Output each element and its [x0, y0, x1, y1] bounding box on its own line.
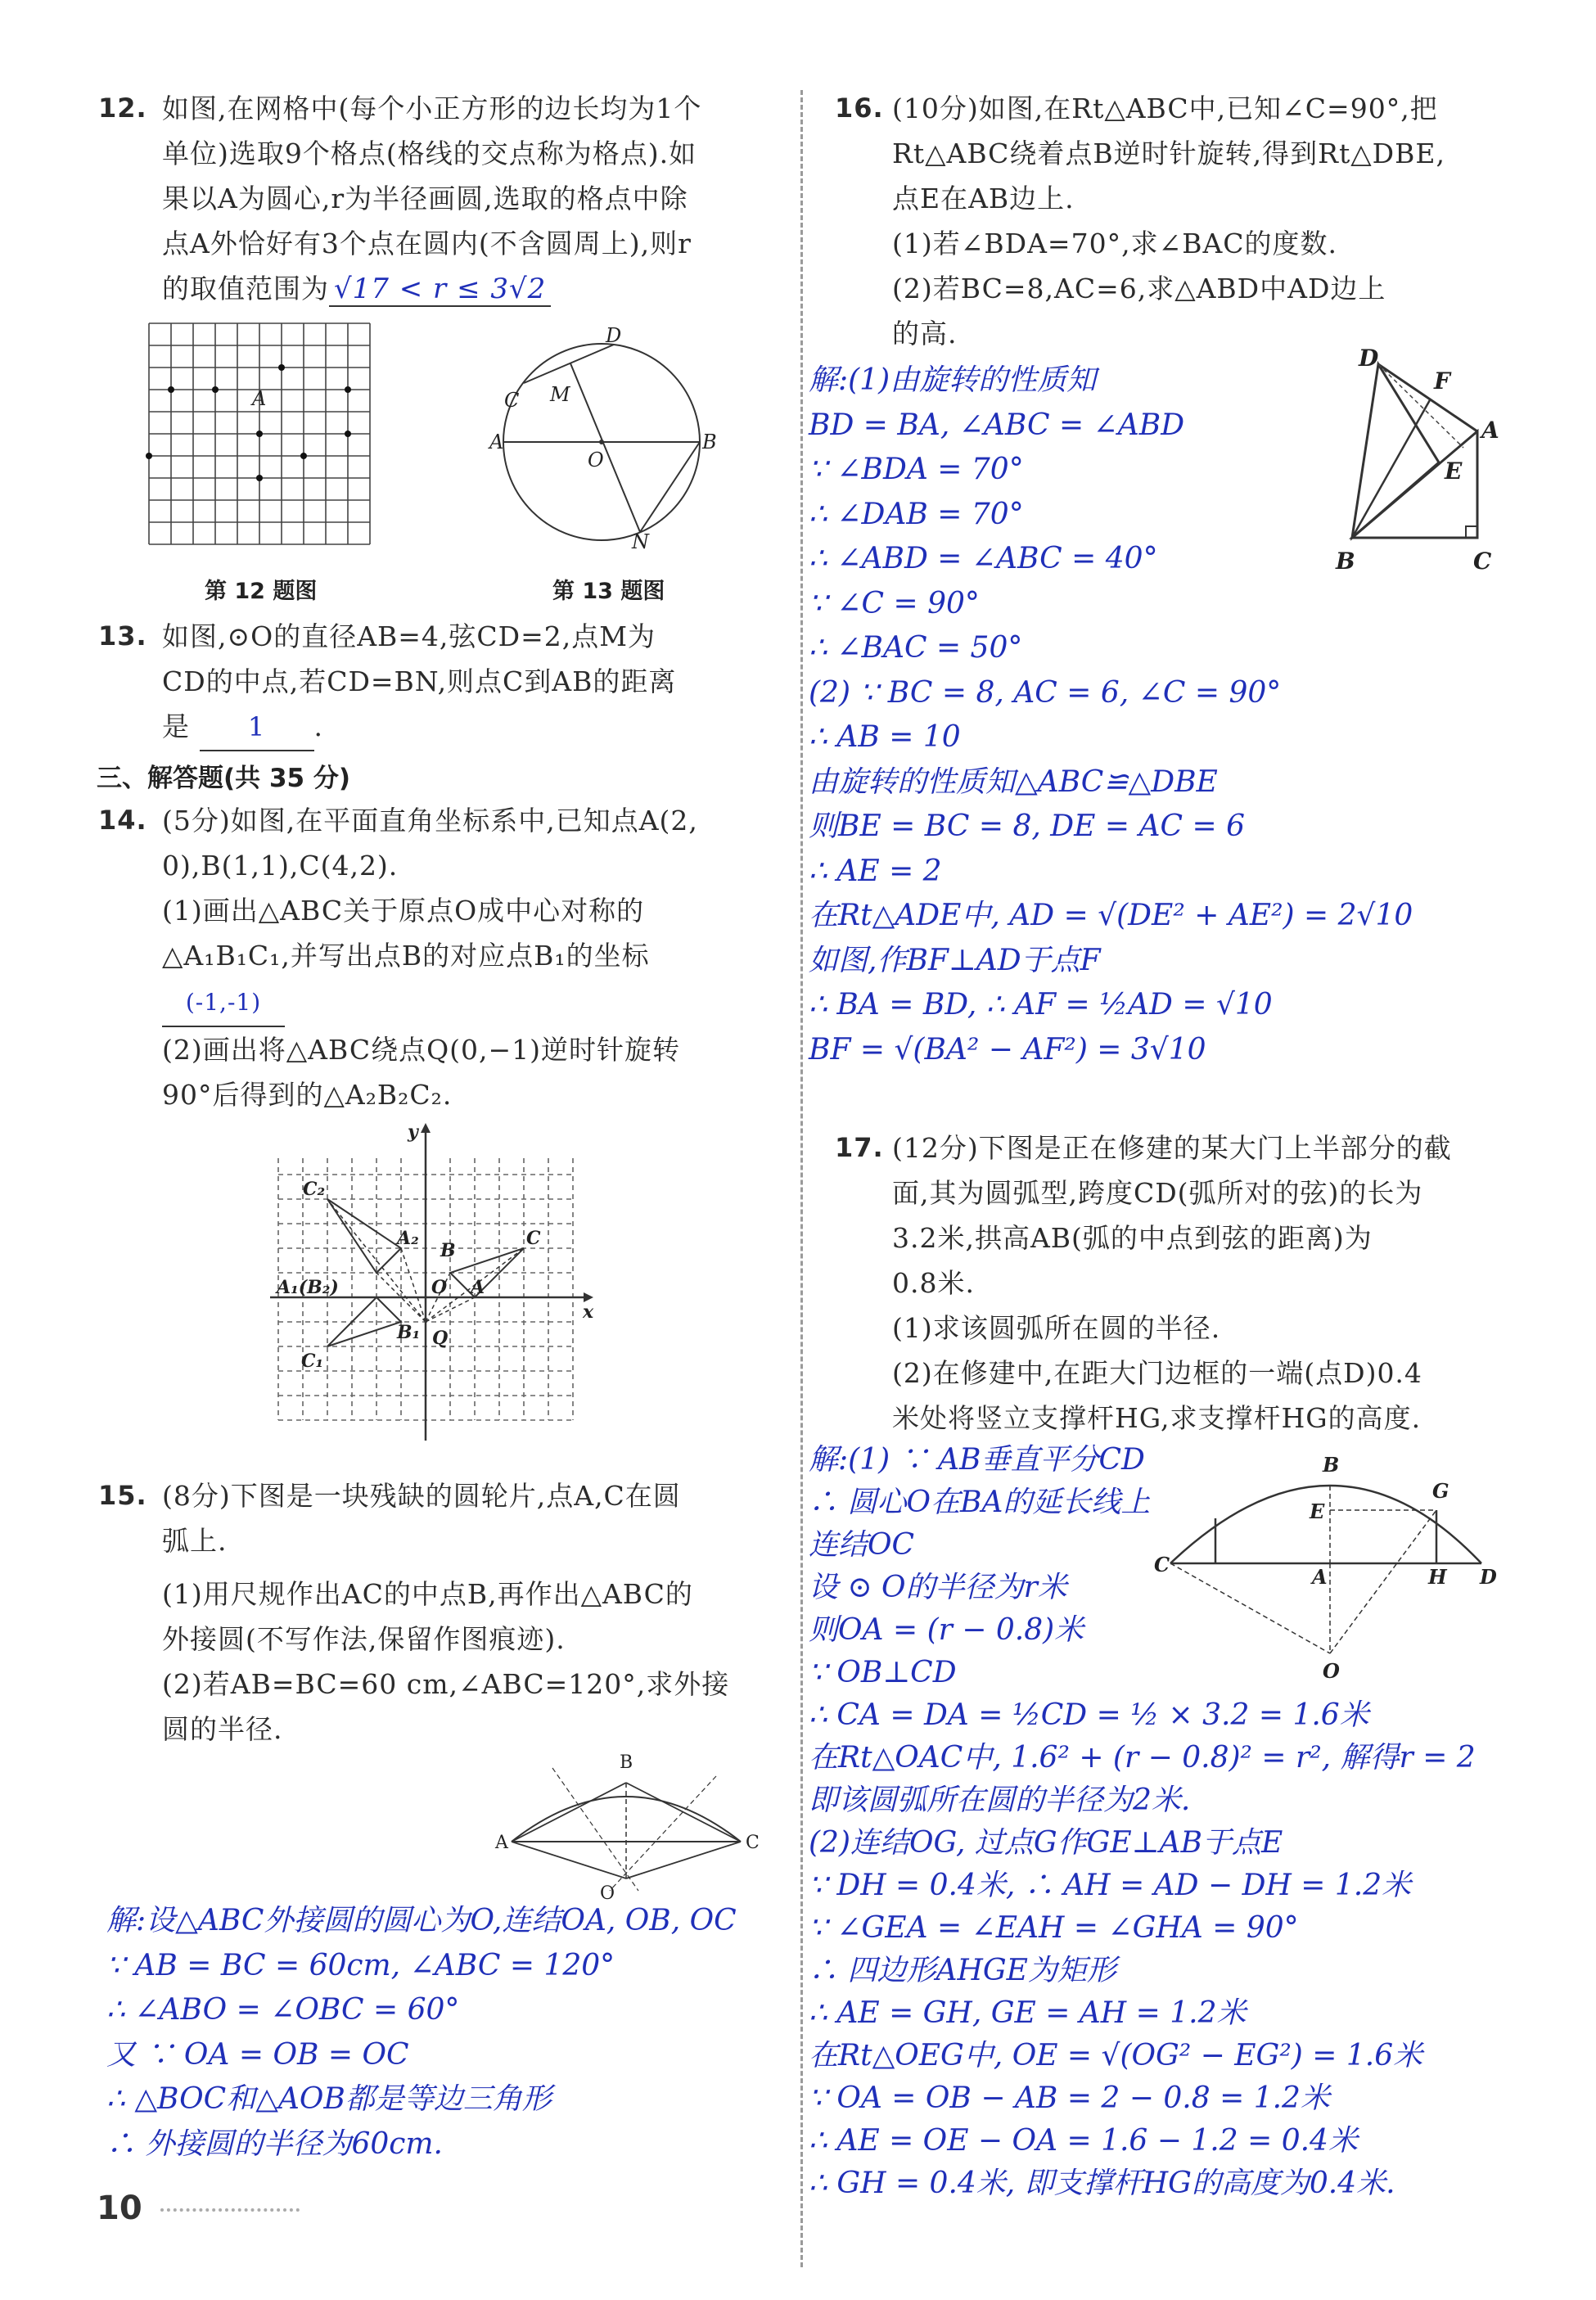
solution-line: ∴ AE = OE − OA = 1.6 − 1.2 = 0.4米: [809, 2124, 1358, 2158]
question-line: 如图,⊙O的直径AB=4,弦CD=2,点M为: [162, 620, 656, 652]
solution-line: ∵ DH = 0.4米, ∴ AH = AD − DH = 1.2米: [809, 1869, 1412, 1902]
label-f: F: [1434, 368, 1450, 395]
solution-line: 则BE = BC = 8, DE = AC = 6: [809, 810, 1245, 843]
answer-prefix: 的取值范围为: [162, 273, 329, 304]
question-line: (1)画出△ABC关于原点O成中心对称的: [162, 895, 645, 927]
solution-15: [106, 1899, 737, 2167]
solution-line: ∴ ∠ABO = ∠OBC = 60°: [106, 1993, 460, 2027]
solution-line: 在Rt△ADE中, AD = √(DE² + AE²) = 2√10: [809, 899, 1413, 932]
solution-line: 解:(1) ∵ AB垂直平分CD: [809, 1443, 1145, 1477]
question-line: [162, 978, 778, 1027]
solution-line: 如图,作BF⊥AD于点F: [809, 943, 1101, 977]
solution-line: ∴ AE = 2: [809, 854, 942, 888]
label-e: E: [1310, 1500, 1325, 1523]
label-o: O: [588, 449, 604, 471]
solution-line: ∵ ∠GEA = ∠EAH = ∠GHA = 90°: [809, 1911, 1299, 1945]
question-13: [90, 614, 778, 751]
solution-line: 连结OC: [809, 1528, 915, 1562]
line-bn: [640, 442, 700, 532]
circle-figure-13: [489, 324, 717, 553]
solution-line: ∵ ∠BDA = 70°: [809, 453, 1024, 486]
page-number: [97, 2190, 300, 2227]
question-line: 弧上.: [162, 1525, 228, 1557]
label-b: B: [1323, 1453, 1340, 1477]
grid-point: [212, 386, 219, 393]
figure-caption: 第 13 题图: [552, 579, 665, 604]
label-o: O: [431, 1277, 448, 1298]
answer-value: √17 < r ≤ 3√2: [329, 273, 551, 307]
label-g: G: [1432, 1479, 1449, 1503]
label-c: C: [504, 389, 520, 412]
segment-oa: [512, 1842, 626, 1878]
coordinate-figure-14: [262, 1121, 606, 1449]
solution-line: (2) ∵ BC = 8, AC = 6, ∠C = 90°: [809, 675, 1282, 710]
question-12: [90, 86, 778, 312]
page-number-text: 10: [97, 2190, 142, 2227]
label-m: M: [550, 383, 570, 406]
label-a: A: [489, 431, 504, 453]
question-line: 圆的半径.: [162, 1713, 283, 1745]
solution-line: 又 ∵ OA = OB = OC: [106, 2037, 409, 2072]
chord-cd: [524, 345, 614, 383]
question-number: 12.: [98, 92, 147, 124]
question-line: 点A外恰好有3个点在圆内(不含圆周上),则r: [162, 228, 692, 259]
label-n: N: [632, 530, 649, 553]
figure-label: A: [252, 387, 267, 410]
center-o: [599, 440, 604, 444]
question-line: (2)若BC=8,AC=6,求△ABD中AD边上: [892, 273, 1386, 304]
question-number: 13.: [98, 620, 147, 652]
grid-point: [146, 453, 152, 459]
label-a: A: [1312, 1565, 1328, 1589]
segment-oc: [626, 1842, 741, 1878]
question-line: 面,其为圆弧型,跨度CD(弧所对的弦)的长为: [892, 1177, 1423, 1209]
label-a: A: [471, 1277, 485, 1298]
label-c2: C₂: [303, 1179, 326, 1200]
page-dots: [160, 2208, 300, 2212]
label-a2: A₂: [397, 1228, 419, 1249]
label-a1b2: A₁(B₂): [277, 1277, 339, 1298]
solution-line: ∴ ∠DAB = 70°: [809, 497, 1024, 531]
label-c: C: [1473, 548, 1492, 575]
grid-figure-12: [139, 315, 376, 544]
segment-bc: [626, 1783, 741, 1842]
question-line: 90°后得到的△A₂B₂C₂.: [162, 1078, 453, 1111]
line-mn: [570, 363, 640, 532]
question-line: 外接圆(不写作法,保留作图痕迹).: [162, 1623, 566, 1655]
solution-line: 则OA = (r − 0.8)米: [809, 1613, 1084, 1647]
question-line: 0),B(1,1),C(4,2).: [162, 850, 399, 882]
question-line: Rt△ABC绕着点B逆时针旋转,得到Rt△DBE,: [892, 138, 1445, 169]
label-o: O: [1323, 1659, 1340, 1683]
question-15: [90, 1473, 778, 1752]
solution-line: ∵ AB = BC = 60cm, ∠ABC = 120°: [106, 1948, 615, 1982]
solution-line: ∴ 外接圆的半径为60cm.: [106, 2126, 443, 2161]
solution-line: ∵ ∠C = 90°: [809, 586, 980, 620]
solution-line: ∴ AE = GH, GE = AH = 1.2米: [809, 1996, 1247, 2030]
question-line: 0.8米.: [892, 1267, 975, 1299]
right-angle-mark: [1466, 526, 1477, 538]
answer-value: 1: [200, 705, 314, 751]
question-line: (1)若∠BDA=70°,求∠BAC的度数.: [892, 228, 1338, 259]
grid-point: [168, 386, 174, 393]
answer-suffix: .: [313, 710, 323, 742]
solution-line: 在Rt△OAC中, 1.6² + (r − 0.8)² = r², 解得r = 2: [809, 1741, 1476, 1775]
label-c1: C₁: [301, 1351, 324, 1372]
question-line: 单位)选取9个格点(格线的交点称为格点).如: [162, 138, 697, 169]
solution-line: ∴ ∠BAC = 50°: [809, 631, 1023, 665]
question-line: 米处将竖立支撑杆HG,求支撑杆HG的高度.: [892, 1402, 1422, 1434]
question-line: (2)画出将△ABC绕点Q(0,−1)逆时针旋转: [162, 1033, 681, 1066]
rotation-trace: [426, 1297, 475, 1322]
solution-line: 由旋转的性质知△ABC≌△DBE: [809, 764, 1218, 799]
grid-point: [345, 431, 351, 437]
solution-line: (2)连结OG, 过点G作GE⊥AB于点E: [809, 1826, 1283, 1860]
question-line: △A₁B₁C₁,并写出点B的对应点B₁的坐标: [162, 940, 650, 972]
question-line: (10分)如图,在Rt△ABC中,已知∠C=90°,把: [892, 92, 1438, 124]
arc-figure-15: [495, 1743, 773, 1907]
y-axis-arrow: [421, 1123, 431, 1133]
solution-line: ∴ BA = BD, ∴ AF = ½AD = √10: [809, 988, 1273, 1021]
grid-point: [300, 453, 307, 459]
grid-point: [256, 475, 263, 481]
solution-line: BD = BA, ∠ABC = ∠ABD: [809, 408, 1185, 442]
section-title: 三、解答题(共 35 分): [97, 764, 351, 793]
label-d: D: [1480, 1565, 1497, 1589]
solution-line: ∴ 四边形AHGE为矩形: [809, 1954, 1116, 1987]
solution-line: ∴ 圆心O在BA的延长线上: [809, 1486, 1151, 1519]
solution-line: 解:(1)由旋转的性质知: [809, 363, 1097, 397]
label-d: D: [606, 324, 622, 347]
label-c: C: [746, 1833, 760, 1853]
question-line: (2)若AB=BC=60 cm,∠ABC=120°,求外接: [162, 1668, 730, 1700]
label-q: Q: [432, 1328, 449, 1349]
label-a: A: [495, 1833, 508, 1853]
label-b: B: [1336, 548, 1355, 575]
solution-line: 即该圆弧所在圆的半径为2米.: [809, 1784, 1191, 1817]
column-divider: [800, 90, 803, 2267]
solution-line: ∴ CA = DA = ½CD = ½ × 3.2 = 1.6米: [809, 1698, 1369, 1732]
question-line: (2)在修建中,在距大门边框的一端(点D)0.4: [892, 1357, 1422, 1389]
grid-point: [278, 364, 285, 371]
solution-line: ∴ GH = 0.4米, 即支撑杆HG的高度为0.4米.: [809, 2167, 1395, 2200]
label-b: B: [620, 1752, 633, 1773]
question-line: 3.2米,拱高AB(弧的中点到弦的距离)为: [892, 1222, 1373, 1254]
label-x: x: [583, 1301, 594, 1323]
solution-line: ∴ △BOC和△AOB都是等边三角形: [106, 2082, 552, 2116]
solution-line: 在Rt△OEG中, OE = √(OG² − EG²) = 1.6米: [809, 2039, 1423, 2072]
label-c: C: [526, 1228, 541, 1249]
solution-line: ∴ ∠ABD = ∠ABC = 40°: [809, 542, 1158, 575]
question-line: (12分)下图是正在修建的某大门上半部分的截: [892, 1132, 1452, 1164]
question-line: (5分)如图,在平面直角坐标系中,已知点A(2,: [162, 805, 698, 837]
solution-line: ∵ OA = OB − AB = 2 − 0.8 = 1.2米: [809, 2081, 1330, 2115]
question-line: (8分)下图是一块残缺的圆轮片,点A,C在圆: [162, 1480, 681, 1512]
triangle-a2b2c2: [327, 1199, 401, 1273]
question-number: 17.: [835, 1132, 884, 1163]
question-line: (1)用尺规作出AC的中点B,再作出△ABC的: [162, 1578, 693, 1610]
question-line: 点E在AB边上.: [892, 183, 1075, 214]
solution-line: 设 ⊙ O的半径为r米: [809, 1571, 1067, 1604]
question-number: 16.: [835, 92, 884, 124]
question-line: [162, 266, 778, 312]
solution-line: BF = √(BA² − AF²) = 3√10: [809, 1032, 1206, 1067]
question-line: (1)求该圆弧所在圆的半径.: [892, 1312, 1221, 1344]
grid-point: [345, 386, 351, 393]
answer-value: (-1,-1): [162, 981, 285, 1027]
question-line: CD的中点,若CD=BN,则点C到AB的距离: [162, 665, 677, 697]
grid-point: [256, 431, 263, 437]
label-b: B: [702, 431, 717, 453]
solution-line: ∵ OB⊥CD: [809, 1656, 957, 1689]
solution-17: [809, 1439, 1476, 2205]
label-b: B: [440, 1240, 456, 1261]
question-line: 如图,在网格中(每个小正方形的边长均为1个: [162, 92, 702, 124]
rotation-trace: [401, 1248, 426, 1322]
solution-16: [809, 359, 1413, 1072]
label-c: C: [1154, 1553, 1170, 1576]
question-number: 15.: [98, 1480, 147, 1511]
label-h: H: [1428, 1565, 1447, 1589]
label-d: D: [1359, 345, 1379, 372]
question-line: [162, 704, 778, 751]
question-line: 果以A为圆心,r为半径画圆,选取的格点中除: [162, 183, 688, 214]
label-y: y: [408, 1121, 418, 1143]
figure-caption: 第 12 题图: [205, 579, 318, 604]
question-16: [827, 86, 1547, 356]
solution-line: ∴ AB = 10: [809, 720, 961, 754]
question-17: [827, 1125, 1547, 1441]
solution-line: 解:设△ABC外接圆的圆心为O,连结OA, OB, OC: [106, 1904, 737, 1937]
question-14: [90, 798, 778, 1117]
question-line: 的高.: [892, 318, 958, 350]
label-a: A: [1481, 417, 1499, 444]
label-b1: B₁: [397, 1322, 421, 1343]
question-number: 14.: [98, 805, 147, 836]
answer-prefix: 是: [162, 710, 190, 742]
label-e: E: [1445, 458, 1463, 485]
label-o: O: [600, 1883, 615, 1904]
